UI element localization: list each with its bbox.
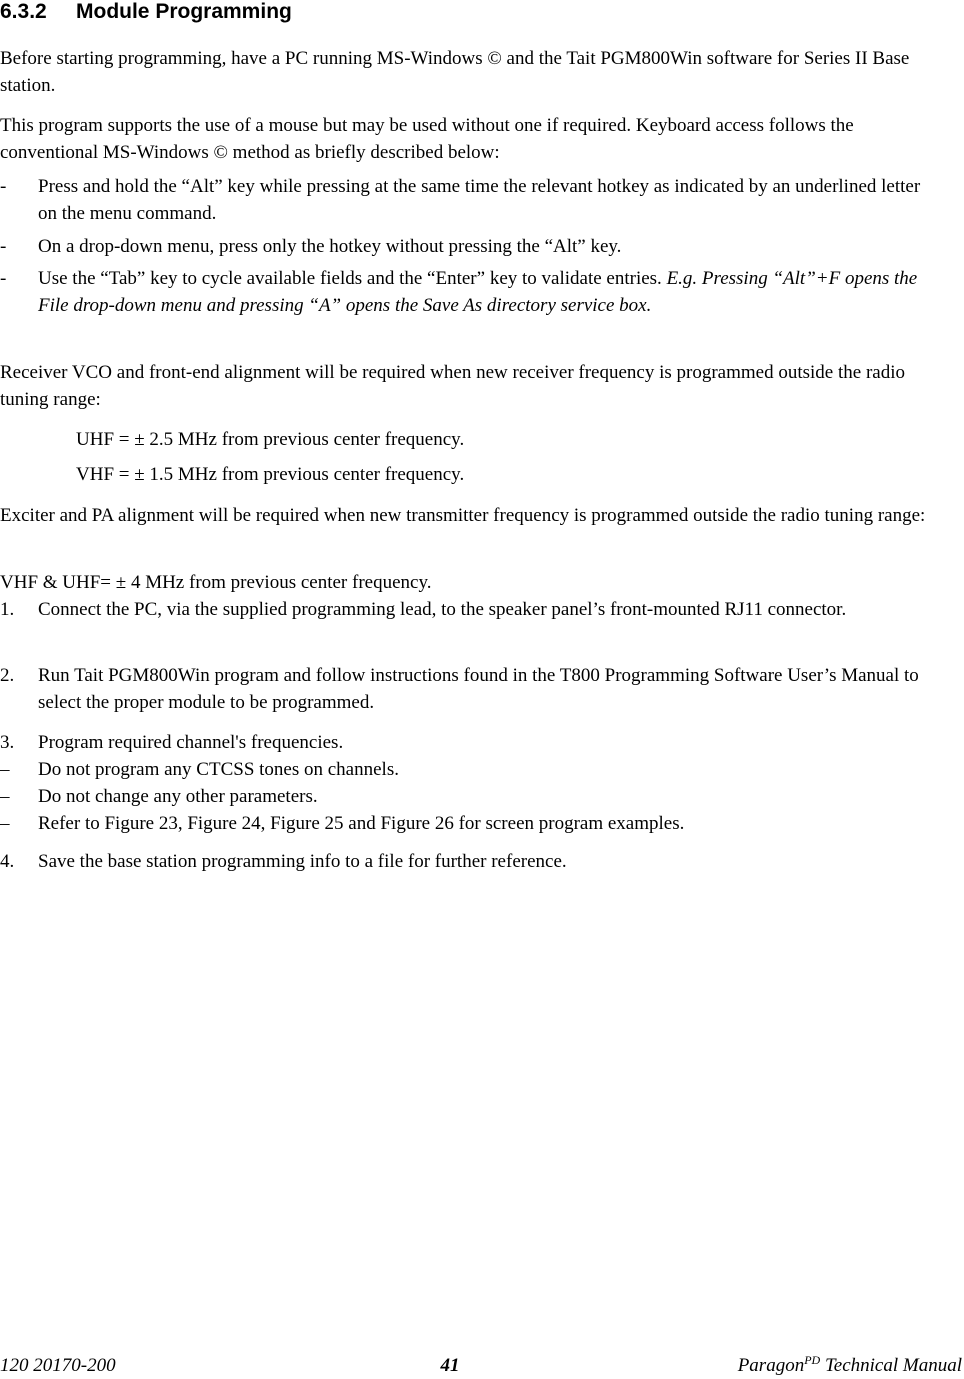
vhf-uhf-range: VHF & UHF= ± 4 MHz from previous center frequency. [0,572,432,593]
step-marker: – [0,759,10,780]
list-marker: - [0,268,7,289]
step-marker: – [0,813,10,834]
keyboard-tip-alt-hotkey [0,173,930,227]
page-footer [0,1354,964,1378]
substep-parameters [0,783,930,810]
step-text: Program required channel's frequencies. [38,732,344,753]
step-marker: 1. [0,599,15,620]
step-4 [0,848,930,875]
page-number: 41 [440,1355,460,1376]
step-text: Connect the PC, via the supplied programming lead, to the speaker panel’s front-mounted RJ11 connector. [38,599,847,620]
step-text: Do not program any CTCSS tones on channels. [38,759,399,780]
list-marker: - [0,176,7,197]
step-2 [0,662,930,716]
intro-paragraph: Before starting programming, have a PC running MS-Windows © and the Tait PGM800Win software for Series II Base station. [0,48,910,96]
step-text: Save the base station programming info to a file for further reference. [38,851,567,872]
step-text: Refer to Figure 23, Figure 24, Figure 25 and Figure 26 for screen program examples. [38,813,685,834]
document-number: 120 20170-200 [0,1355,116,1376]
keyboard-tip-tab-enter [0,265,930,319]
substep-figures [0,810,930,837]
substep-ctcss [0,756,930,783]
uhf-range: UHF = ± 2.5 MHz from previous center frequency. [76,429,465,450]
section-number: 6.3.2 [0,0,47,23]
manual-title [738,1354,962,1378]
keyboard-tip-dropdown [0,233,930,260]
example-text: E.g. Pressing “Alt”+F opens the File drop-down menu and pressing “A” opens the Save As directory service box. [38,268,918,316]
step-1 [0,596,930,623]
receiver-alignment-paragraph: Receiver VCO and front-end alignment will be required when new receiver frequency is programmed outside the radio tuning range: [0,362,905,410]
step-marker: 4. [0,851,15,872]
list-item-text [38,265,930,319]
section-heading [0,0,292,24]
vhf-range: VHF = ± 1.5 MHz from previous center frequency. [76,464,465,485]
step-text: Do not change any other parameters. [38,786,318,807]
list-marker: - [0,236,7,257]
manual-title-text: Technical Manual [820,1355,962,1376]
exciter-alignment-paragraph: Exciter and PA alignment will be required when new transmitter frequency is programmed outside the radio tuning range: [0,505,926,526]
list-item-text: Press and hold the “Alt” key while pressing at the same time the relevant hotkey as indicated by an underlined letter on the menu command. [38,176,921,224]
list-item-text: On a drop-down menu, press only the hotkey without pressing the “Alt” key. [38,236,622,257]
step-marker: 3. [0,732,15,753]
keyboard-access-paragraph: This program supports the use of a mouse but may be used without one if required. Keyboard access follows the conventional MS-Windows © method as briefly described below: [0,115,854,163]
step-3 [0,729,930,756]
step-marker: 2. [0,665,15,686]
step-marker: – [0,786,10,807]
step-text: Run Tait PGM800Win program and follow instructions found in the T800 Programming Software User’s Manual to select the proper module to be programmed. [38,665,919,713]
product-name: Paragon [737,1355,805,1376]
product-superscript: PD [804,1353,821,1367]
section-title: Module Programming [76,0,292,23]
tab-enter-text: Use the “Tab” key to cycle available fields and the “Enter” key to validate entries. [38,268,667,289]
